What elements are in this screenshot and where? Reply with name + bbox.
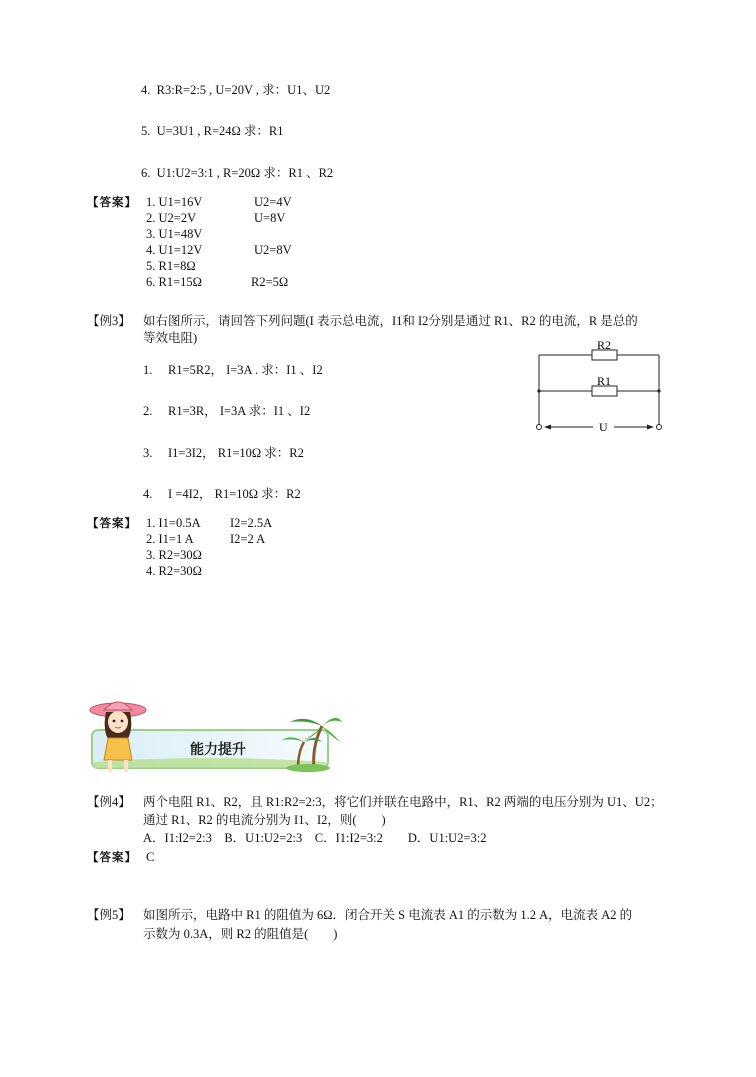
answer-line: 3. R2=30Ω [146,548,202,562]
problem-5: 5. U=3U1 , R=24Ω 求：R1 [141,124,284,138]
answer-line: 6. R1=15Ω R2=5Ω [146,275,289,289]
problem-4: 4. R3:R=2:5 , U=20V , 求：U1、U2 [141,83,331,97]
example-4-tag: 【例4】 [87,795,131,809]
parallel-circuit-diagram [530,338,670,438]
example-4-text-cont: 通过 R1、R2 的电流分别为 I1、I2，则( ) [143,813,386,827]
answer-line: 4. R2=30Ω [146,564,202,578]
label-r1: R1 [597,374,612,388]
answer-tag: 【答案】 [87,195,137,209]
terminal-left [537,425,542,430]
example-5-text-cont: 示数为 0.3A，则 R2 的阻值是( ) [143,927,338,941]
example-4-answer: C [146,850,155,864]
terminal-right [657,425,662,430]
example-5-tag: 【例5】 [87,908,131,922]
example-3-tag: 【例3】 [87,314,131,328]
answer-tag: 【答案】 [87,850,137,864]
answer-tag: 【答案】 [87,516,137,530]
label-u: U [599,420,608,434]
answer-line: 5. R1=8Ω [146,259,196,273]
example-3-problem: 3. I1=3I2， R1=10Ω 求：R2 [143,446,304,460]
example-4-options: A．I1:I2=2:3 B．U1:U2=2:3 C．I1:I2=3:2 D．U1:U2=3:2 [143,831,487,845]
problem-6: 6. U1:U2=3:1 , R=20Ω 求：R1 、R2 [141,166,334,180]
answer-line: 1. I1=0.5A I2=2.5A [146,516,273,530]
example-3-problem: 1. R1=5R2， I=3A . 求：I1 、I2 [143,363,323,377]
example-5-text: 如图所示，电路中 R1 的阻值为 6Ω．闭合开关 S 电流表 A1 的示数为 1.2 A，电流表 A2 的 [143,908,633,922]
example-3-text: 如右图所示，请回答下列问题(I 表示总电流，I1和 I2分别是通过 R1、R2 的电流，R 是总的 [143,314,638,328]
example-4-text: 两个电阻 R1、R2，且 R1:R2=2:3，将它们并联在电路中，R1、R2 两端的电压分别为 U1、U2； [143,795,663,809]
answer-line: 3. U1=48V [146,227,203,241]
label-r2: R2 [597,338,612,352]
answer-line: 2. I1=1 A I2=2 A [146,532,266,546]
example-3-problem: 2. R1=3R， I=3A 求：I1 、I2 [143,404,311,418]
example-3-text-cont: 等效电阻) [143,331,198,345]
arrow-left-icon [544,425,551,430]
banner-title: 能力提升 [190,742,246,758]
section-banner [86,696,344,776]
example-3-problem: 4. I =4I2， R1=10Ω 求：R2 [143,487,301,501]
arrow-right-icon [647,425,654,430]
answer-line: 2. U2=2V U=8V [146,211,286,225]
answer-line: 1. U1=16V U2=4V [146,195,292,209]
answer-line: 4. U1=12V U2=8V [146,243,292,257]
